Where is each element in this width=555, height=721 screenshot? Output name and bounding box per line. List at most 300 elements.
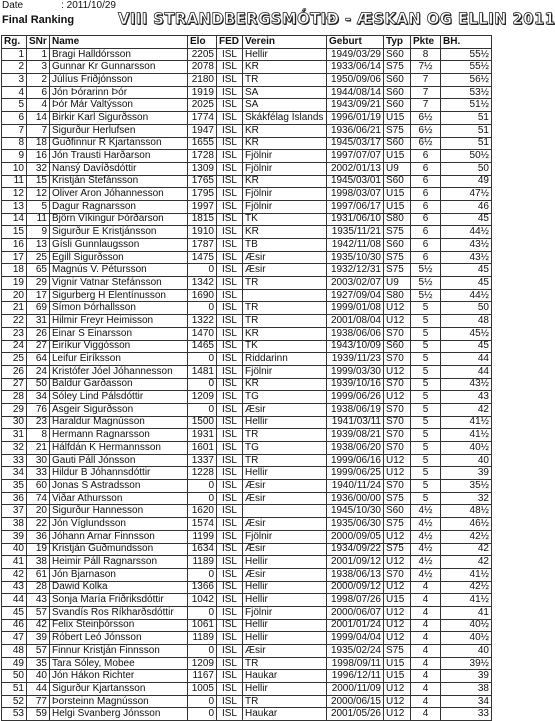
cell-buchholz: 39 <box>441 467 492 480</box>
cell-start-number: 30 <box>27 454 50 467</box>
cell-points: 4½ <box>411 568 441 581</box>
cell-elo: 2205 <box>188 48 217 61</box>
cell-buchholz: 35½ <box>441 480 492 493</box>
cell-birthdate: 1940/11/24 <box>327 480 384 493</box>
cell-federation: ISL <box>217 112 243 125</box>
cell-buchholz: 53½ <box>441 86 492 99</box>
cell-birthdate: 1945/03/17 <box>327 137 384 150</box>
cell-birthdate: 2001/09/12 <box>327 556 384 569</box>
cell-type: S60 <box>384 99 411 112</box>
cell-name: Helgi Svanberg Jónsson <box>50 708 188 721</box>
table-row <box>2 391 492 404</box>
col-header-buchholz[interactable]: BH. <box>441 36 492 49</box>
cell-birthdate: 1998/03/07 <box>327 188 384 201</box>
cell-type: S60 <box>384 86 411 99</box>
cell-type: S70 <box>384 416 411 429</box>
cell-points: 7 <box>411 99 441 112</box>
cell-start-number: 39 <box>27 632 50 645</box>
cell-federation: ISL <box>217 200 243 213</box>
cell-birthdate: 2000/09/12 <box>327 581 384 594</box>
cell-club: TR <box>243 315 327 328</box>
cell-federation: ISL <box>217 74 243 87</box>
cell-elo: 1199 <box>188 530 217 543</box>
cell-federation: ISL <box>217 442 243 455</box>
cell-rank: 9 <box>2 150 27 163</box>
cell-rank: 34 <box>2 467 27 480</box>
cell-elo: 1997 <box>188 200 217 213</box>
cell-federation: ISL <box>217 99 243 112</box>
table-row <box>2 442 492 455</box>
cell-elo: 0 <box>188 353 217 366</box>
cell-birthdate: 2001/08/04 <box>327 315 384 328</box>
cell-start-number: 36 <box>27 530 50 543</box>
cell-buchholz: 47½ <box>441 188 492 201</box>
cell-birthdate: 1935/06/30 <box>327 518 384 531</box>
cell-type: U9 <box>384 162 411 175</box>
tournament-title: VIII STRANDBERGSMÓTIÐ - ÆSKAN OG ELLIN 2011 <box>118 9 555 28</box>
cell-elo: 1787 <box>188 239 217 252</box>
cell-birthdate: 1941/03/11 <box>327 416 384 429</box>
table-row <box>2 61 492 74</box>
table-row <box>2 112 492 125</box>
cell-rank: 21 <box>2 302 27 315</box>
cell-type: U12 <box>384 467 411 480</box>
cell-birthdate: 1999/06/25 <box>327 467 384 480</box>
cell-birthdate: 1938/06/06 <box>327 327 384 340</box>
cell-birthdate: 1938/06/13 <box>327 568 384 581</box>
cell-name: Gísli Gunnlaugsson <box>50 239 188 252</box>
cell-type: U12 <box>384 454 411 467</box>
cell-points: 4 <box>411 708 441 721</box>
cell-birthdate: 2000/06/15 <box>327 695 384 708</box>
cell-federation: ISL <box>217 530 243 543</box>
cell-elo: 1620 <box>188 505 217 518</box>
cell-birthdate: 1938/06/19 <box>327 403 384 416</box>
cell-club: TR <box>243 277 327 290</box>
cell-points: 6½ <box>411 124 441 137</box>
col-header-club[interactable]: Verein <box>243 36 327 49</box>
cell-federation: ISL <box>217 505 243 518</box>
cell-club: Hellir <box>243 683 327 696</box>
cell-type: U12 <box>384 391 411 404</box>
cell-birthdate: 1949/03/29 <box>327 48 384 61</box>
table-row <box>2 645 492 658</box>
cell-club: TG <box>243 391 327 404</box>
cell-start-number: 26 <box>27 327 50 340</box>
col-header-birthdate[interactable]: Geburt <box>327 36 384 49</box>
cell-buchholz: 42 <box>441 543 492 556</box>
cell-rank: 25 <box>2 353 27 366</box>
cell-federation: ISL <box>217 403 243 416</box>
cell-type: U9 <box>384 277 411 290</box>
cell-rank: 33 <box>2 454 27 467</box>
cell-federation: ISL <box>217 239 243 252</box>
table-row <box>2 289 492 302</box>
cell-elo: 1634 <box>188 543 217 556</box>
cell-name: Þorsteinn Magnússon <box>50 695 188 708</box>
cell-type: S60 <box>384 505 411 518</box>
cell-rank: 51 <box>2 683 27 696</box>
table-row <box>2 403 492 416</box>
cell-rank: 14 <box>2 213 27 226</box>
cell-elo: 0 <box>188 695 217 708</box>
cell-elo: 1366 <box>188 581 217 594</box>
table-row <box>2 708 492 721</box>
cell-federation: ISL <box>217 315 243 328</box>
cell-elo: 0 <box>188 492 217 505</box>
cell-federation: ISL <box>217 391 243 404</box>
table-row <box>2 251 492 264</box>
table-row <box>2 213 492 226</box>
cell-club: Hellir <box>243 632 327 645</box>
cell-birthdate: 1997/07/07 <box>327 150 384 163</box>
col-header-federation[interactable]: FED <box>217 36 243 49</box>
cell-name: Kristófer Jóel Jóhannesson <box>50 365 188 378</box>
cell-start-number: 5 <box>27 200 50 213</box>
cell-club: Fjölnir <box>243 606 327 619</box>
cell-elo: 0 <box>188 606 217 619</box>
cell-federation: ISL <box>217 568 243 581</box>
cell-birthdate: 1999/06/16 <box>327 454 384 467</box>
cell-type: U12 <box>384 695 411 708</box>
cell-rank: 39 <box>2 530 27 543</box>
cell-rank: 35 <box>2 480 27 493</box>
cell-federation: ISL <box>217 340 243 353</box>
cell-start-number: 77 <box>27 695 50 708</box>
cell-buchholz: 55½ <box>441 61 492 74</box>
cell-name: Egill Sigurðsson <box>50 251 188 264</box>
cell-type: S75 <box>384 264 411 277</box>
cell-start-number: 20 <box>27 505 50 518</box>
cell-buchholz: 51½ <box>441 99 492 112</box>
cell-type: S70 <box>384 378 411 391</box>
cell-buchholz: 41½ <box>441 429 492 442</box>
cell-name: Jón Víglundsson <box>50 518 188 531</box>
cell-club: Haukar <box>243 708 327 721</box>
cell-club: Hellir <box>243 581 327 594</box>
cell-buchholz: 32 <box>441 492 492 505</box>
cell-buchholz: 51 <box>441 112 492 125</box>
cell-points: 5 <box>411 492 441 505</box>
cell-points: 4 <box>411 619 441 632</box>
cell-points: 6½ <box>411 112 441 125</box>
cell-type: S60 <box>384 239 411 252</box>
cell-federation: ISL <box>217 670 243 683</box>
cell-club: TR <box>243 657 327 670</box>
cell-club: KR <box>243 226 327 239</box>
cell-points: 7 <box>411 74 441 87</box>
col-header-type[interactable]: Typ <box>384 36 411 49</box>
cell-rank: 4 <box>2 86 27 99</box>
cell-club: Fjölnir <box>243 188 327 201</box>
cell-type: U15 <box>384 188 411 201</box>
col-header-rank[interactable]: Rg. <box>2 36 27 49</box>
cell-elo: 0 <box>188 264 217 277</box>
cell-name: Kristján Stefánsson <box>50 175 188 188</box>
final-ranking-label: Final Ranking <box>2 14 75 26</box>
cell-rank: 28 <box>2 391 27 404</box>
cell-club: TB <box>243 239 327 252</box>
cell-type: S70 <box>384 429 411 442</box>
cell-rank: 2 <box>2 61 27 74</box>
cell-club: Æsir <box>243 543 327 556</box>
cell-name: Sigurður Kjartansson <box>50 683 188 696</box>
cell-elo: 1337 <box>188 454 217 467</box>
table-row <box>2 264 492 277</box>
table-row <box>2 505 492 518</box>
cell-buchholz: 41 <box>441 606 492 619</box>
cell-type: U12 <box>384 581 411 594</box>
table-row <box>2 594 492 607</box>
cell-birthdate: 1935/10/30 <box>327 251 384 264</box>
cell-birthdate: 1927/09/04 <box>327 289 384 302</box>
cell-points: 4 <box>411 594 441 607</box>
cell-points: 5 <box>411 327 441 340</box>
cell-buchholz: 43½ <box>441 378 492 391</box>
cell-name: Sigurður E Kristjánsson <box>50 226 188 239</box>
cell-start-number: 14 <box>27 112 50 125</box>
cell-start-number: 64 <box>27 353 50 366</box>
cell-elo: 1342 <box>188 277 217 290</box>
cell-start-number: 13 <box>27 239 50 252</box>
table-row <box>2 556 492 569</box>
cell-federation: ISL <box>217 556 243 569</box>
table-row <box>2 48 492 61</box>
cell-name: Birkir Karl Sigurðsson <box>50 112 188 125</box>
cell-elo: 0 <box>188 302 217 315</box>
cell-rank: 44 <box>2 594 27 607</box>
cell-federation: ISL <box>217 416 243 429</box>
cell-elo: 1574 <box>188 518 217 531</box>
cell-start-number: 23 <box>27 416 50 429</box>
table-row <box>2 340 492 353</box>
cell-buchholz: 43 <box>441 391 492 404</box>
cell-rank: 23 <box>2 327 27 340</box>
table-row <box>2 315 492 328</box>
cell-federation: ISL <box>217 162 243 175</box>
cell-birthdate: 2001/01/24 <box>327 619 384 632</box>
cell-start-number: 57 <box>27 645 50 658</box>
cell-type: U12 <box>384 556 411 569</box>
cell-federation: ISL <box>217 594 243 607</box>
cell-type: U15 <box>384 594 411 607</box>
cell-birthdate: 1935/11/21 <box>327 226 384 239</box>
cell-rank: 26 <box>2 365 27 378</box>
cell-club: Æsir <box>243 480 327 493</box>
cell-start-number: 2 <box>27 74 50 87</box>
cell-name: Hermann Ragnarsson <box>50 429 188 442</box>
cell-rank: 7 <box>2 124 27 137</box>
cell-birthdate: 1936/00/00 <box>327 492 384 505</box>
cell-type: S70 <box>384 403 411 416</box>
cell-buchholz: 46½ <box>441 518 492 531</box>
cell-name: Leifur Eiríksson <box>50 353 188 366</box>
cell-points: 5 <box>411 315 441 328</box>
cell-start-number: 21 <box>27 442 50 455</box>
cell-club: Æsir <box>243 492 327 505</box>
cell-federation: ISL <box>217 124 243 137</box>
cell-start-number: 50 <box>27 378 50 391</box>
cell-points: 6 <box>411 239 441 252</box>
cell-name: Sigurður Hannesson <box>50 505 188 518</box>
cell-federation: ISL <box>217 454 243 467</box>
cell-birthdate: 1938/06/20 <box>327 442 384 455</box>
cell-name: Svandís Ros Ríkharðsdóttir <box>50 606 188 619</box>
cell-type: U12 <box>384 683 411 696</box>
cell-name: Björn Víkingur Þórðarson <box>50 213 188 226</box>
cell-type: S80 <box>384 213 411 226</box>
cell-federation: ISL <box>217 695 243 708</box>
cell-name: Finnur Kristján Finnsson <box>50 645 188 658</box>
cell-name: Gunnar Kr Gunnarsson <box>50 61 188 74</box>
cell-rank: 3 <box>2 74 27 87</box>
cell-elo: 1005 <box>188 683 217 696</box>
cell-buchholz: 42 <box>441 556 492 569</box>
table-row <box>2 454 492 467</box>
cell-federation: ISL <box>217 645 243 658</box>
cell-buchholz: 34 <box>441 695 492 708</box>
cell-start-number: 42 <box>27 619 50 632</box>
cell-club: TR <box>243 454 327 467</box>
cell-elo: 1465 <box>188 340 217 353</box>
cell-start-number: 65 <box>27 264 50 277</box>
cell-points: 4½ <box>411 543 441 556</box>
cell-points: 6 <box>411 188 441 201</box>
cell-points: 5 <box>411 302 441 315</box>
cell-birthdate: 1999/06/26 <box>327 391 384 404</box>
cell-start-number: 76 <box>27 403 50 416</box>
cell-name: Hálfdán K Hermannsson <box>50 442 188 455</box>
table-row <box>2 619 492 632</box>
cell-club: SA <box>243 86 327 99</box>
cell-birthdate: 1998/07/26 <box>327 594 384 607</box>
col-header-elo[interactable]: Elo <box>188 36 217 49</box>
cell-start-number: 27 <box>27 340 50 353</box>
cell-type: S75 <box>384 492 411 505</box>
cell-points: 5 <box>411 365 441 378</box>
cell-club: TR <box>243 74 327 87</box>
table-row <box>2 99 492 112</box>
cell-club: Fjölnir <box>243 365 327 378</box>
cell-buchholz: 49 <box>441 175 492 188</box>
cell-name: Sigurður Herlufsen <box>50 124 188 137</box>
cell-buchholz: 46 <box>441 200 492 213</box>
cell-birthdate: 1999/03/30 <box>327 365 384 378</box>
cell-birthdate: 2003/02/07 <box>327 277 384 290</box>
cell-buchholz: 38 <box>441 683 492 696</box>
cell-points: 5 <box>411 429 441 442</box>
cell-birthdate: 1939/10/16 <box>327 378 384 391</box>
cell-name: Nansý Davíðsdóttir <box>50 162 188 175</box>
cell-club: Hellir <box>243 619 327 632</box>
cell-birthdate: 1939/08/21 <box>327 429 384 442</box>
cell-elo: 0 <box>188 568 217 581</box>
cell-federation: ISL <box>217 264 243 277</box>
cell-start-number: 12 <box>27 188 50 201</box>
cell-name: Kristján Guðmundsson <box>50 543 188 556</box>
cell-type: S75 <box>384 251 411 264</box>
cell-name: Vignir Vatnar Stefánsson <box>50 277 188 290</box>
cell-points: 5 <box>411 416 441 429</box>
cell-rank: 36 <box>2 492 27 505</box>
cell-elo: 1947 <box>188 124 217 137</box>
cell-federation: ISL <box>217 657 243 670</box>
cell-start-number: 1 <box>27 48 50 61</box>
cell-name: Hilmir Freyr Heimisson <box>50 315 188 328</box>
cell-rank: 48 <box>2 645 27 658</box>
cell-birthdate: 1943/10/09 <box>327 340 384 353</box>
cell-buchholz: 40½ <box>441 619 492 632</box>
cell-type: U12 <box>384 606 411 619</box>
cell-points: 5 <box>411 467 441 480</box>
cell-rank: 41 <box>2 556 27 569</box>
table-row <box>2 543 492 556</box>
cell-federation: ISL <box>217 353 243 366</box>
col-header-points[interactable]: Pkte <box>411 36 441 49</box>
cell-rank: 46 <box>2 619 27 632</box>
cell-elo: 1167 <box>188 670 217 683</box>
cell-elo: 2078 <box>188 61 217 74</box>
cell-rank: 1 <box>2 48 27 61</box>
cell-rank: 11 <box>2 175 27 188</box>
cell-elo: 2025 <box>188 99 217 112</box>
cell-birthdate: 1943/09/21 <box>327 99 384 112</box>
cell-club <box>243 289 327 302</box>
cell-federation: ISL <box>217 708 243 721</box>
cell-federation: ISL <box>217 86 243 99</box>
cell-club: TR <box>243 695 327 708</box>
cell-points: 4 <box>411 657 441 670</box>
cell-buchholz: 41½ <box>441 416 492 429</box>
col-header-name[interactable]: Name <box>50 36 188 49</box>
cell-points: 4 <box>411 581 441 594</box>
cell-club: Æsir <box>243 403 327 416</box>
table-row <box>2 137 492 150</box>
cell-rank: 45 <box>2 606 27 619</box>
cell-points: 4 <box>411 695 441 708</box>
cell-buchholz: 40 <box>441 645 492 658</box>
cell-rank: 37 <box>2 505 27 518</box>
cell-buchholz: 45 <box>441 340 492 353</box>
cell-club: Skákfélag Íslands <box>243 112 327 125</box>
cell-elo: 1309 <box>188 162 217 175</box>
cell-type: S70 <box>384 353 411 366</box>
cell-type: S75 <box>384 518 411 531</box>
cell-birthdate: 1931/06/10 <box>327 213 384 226</box>
cell-birthdate: 1939/11/23 <box>327 353 384 366</box>
cell-club: TK <box>243 340 327 353</box>
cell-start-number: 11 <box>27 213 50 226</box>
cell-buchholz: 51 <box>441 124 492 137</box>
cell-rank: 40 <box>2 543 27 556</box>
col-header-start-number[interactable]: SNr <box>27 36 50 49</box>
cell-name: Tara Sóley, Mobee <box>50 657 188 670</box>
cell-elo: 0 <box>188 708 217 721</box>
cell-federation: ISL <box>217 378 243 391</box>
cell-type: U12 <box>384 530 411 543</box>
cell-type: S75 <box>384 124 411 137</box>
cell-federation: ISL <box>217 213 243 226</box>
cell-birthdate: 1999/04/04 <box>327 632 384 645</box>
cell-federation: ISL <box>217 467 243 480</box>
cell-federation: ISL <box>217 365 243 378</box>
cell-start-number: 61 <box>27 568 50 581</box>
table-row <box>2 480 492 493</box>
cell-buchholz: 45 <box>441 213 492 226</box>
cell-start-number: 25 <box>27 251 50 264</box>
cell-buchholz: 50 <box>441 302 492 315</box>
cell-rank: 27 <box>2 378 27 391</box>
